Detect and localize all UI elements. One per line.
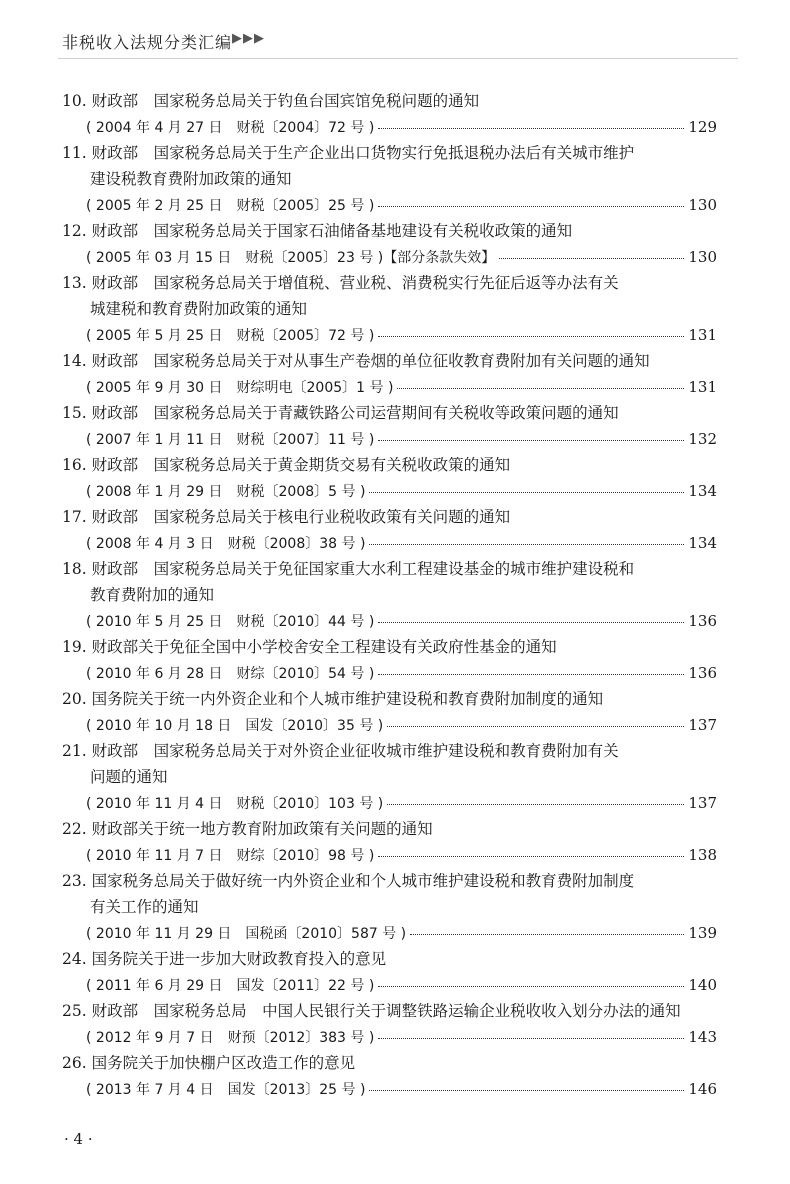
document-reference: ( 2010 年 6 月 28 日 财综〔2010〕54 号 ) [86, 666, 375, 682]
dot-leader [499, 258, 684, 259]
toc-page-number[interactable]: 136 [688, 612, 717, 630]
toc-entry-title: 24. 国务院关于进一步加大财政教育投入的意见 [62, 950, 387, 968]
toc-page-number[interactable]: 131 [688, 378, 717, 396]
page-number: · 4 · [64, 1130, 93, 1148]
toc-entry-reference-line [62, 530, 717, 556]
toc-entry[interactable] [62, 140, 717, 218]
toc-entry-title: 15. 财政部 国家税务总局关于青藏铁路公司运营期间有关税收等政策问题的通知 [62, 404, 619, 422]
document-reference: ( 2010 年 11 月 7 日 财综〔2010〕98 号 ) [86, 848, 375, 864]
toc-entry-title: 14. 财政部 国家税务总局关于对从事生产卷烟的单位征收教育费附加有关问题的通知 [62, 352, 650, 370]
toc-entry[interactable] [62, 504, 717, 556]
dot-leader [378, 206, 684, 207]
toc-entry-title-continued: 教育费附加的通知 [90, 586, 215, 604]
toc-entry-title: 12. 财政部 国家税务总局关于国家石油储备基地建设有关税收政策的通知 [62, 222, 573, 240]
dot-leader [378, 674, 684, 675]
document-reference: ( 2005 年 03 月 15 日 财税〔2005〕23 号 )【部分条款失效】 [86, 250, 496, 266]
dot-leader [378, 986, 684, 987]
toc-entry[interactable] [62, 556, 717, 634]
toc-entry-title: 18. 财政部 国家税务总局关于免征国家重大水利工程建设基金的城市维护建设税和 [62, 560, 635, 578]
document-reference: ( 2008 年 4 月 3 日 财税〔2008〕38 号 ) [86, 536, 366, 552]
toc-entry-reference-line [62, 608, 717, 634]
toc-entry[interactable] [62, 452, 717, 504]
dot-leader [369, 544, 684, 545]
toc-entry-title-continued: 建设税教育费附加政策的通知 [90, 170, 292, 188]
dot-leader [378, 1038, 684, 1039]
toc-page-number[interactable]: 134 [688, 534, 717, 552]
toc-entry[interactable] [62, 1050, 717, 1102]
document-reference: ( 2005 年 9 月 30 日 财综明电〔2005〕1 号 ) [86, 380, 394, 396]
toc-entry-reference-line [62, 114, 717, 140]
triple-arrow-icon: ▶▶▶ [232, 31, 265, 46]
toc-entry-reference-line [62, 1076, 717, 1102]
toc-entry[interactable] [62, 998, 717, 1050]
toc-page-number[interactable]: 143 [688, 1028, 717, 1046]
document-reference: ( 2005 年 5 月 25 日 财税〔2005〕72 号 ) [86, 328, 375, 344]
document-reference: ( 2007 年 1 月 11 日 财税〔2007〕11 号 ) [86, 432, 375, 448]
toc-entry-reference-line [62, 192, 717, 218]
toc-entry-title: 13. 财政部 国家税务总局关于增值税、营业税、消费税实行先征后返等办法有关 [62, 274, 619, 292]
toc-page-number[interactable]: 146 [688, 1080, 717, 1098]
document-reference: ( 2010 年 11 月 29 日 国税函〔2010〕587 号 ) [86, 926, 407, 942]
toc-entry[interactable] [62, 868, 717, 946]
toc-page-number[interactable]: 130 [688, 248, 717, 266]
toc-entry-reference-line [62, 972, 717, 998]
running-header [0, 0, 790, 62]
toc-entry-title: 23. 国家税务总局关于做好统一内外资企业和个人城市维护建设税和教育费附加制度 [62, 872, 635, 890]
document-reference: ( 2008 年 1 月 29 日 财税〔2008〕5 号 ) [86, 484, 366, 500]
toc-entry-reference-line [62, 660, 717, 686]
toc-entry[interactable] [62, 270, 717, 348]
toc-entry-reference-line [62, 322, 717, 348]
document-reference: ( 2004 年 4 月 27 日 财税〔2004〕72 号 ) [86, 120, 375, 136]
toc-entry-reference-line [62, 790, 717, 816]
dot-leader [369, 492, 684, 493]
toc-entry-title: 17. 财政部 国家税务总局关于核电行业税收政策有关问题的通知 [62, 508, 511, 526]
toc-entry[interactable] [62, 634, 717, 686]
toc-entry-reference-line [62, 712, 717, 738]
document-reference: ( 2010 年 10 月 18 日 国发〔2010〕35 号 ) [86, 718, 384, 734]
toc-entry-title: 25. 财政部 国家税务总局 中国人民银行关于调整铁路运输企业税收收入划分办法的通知 [62, 1002, 681, 1020]
toc-entry[interactable] [62, 400, 717, 452]
toc-entry-reference-line [62, 374, 717, 400]
toc-page-number[interactable]: 129 [688, 118, 717, 136]
toc-entry-reference-line [62, 842, 717, 868]
toc-entry[interactable] [62, 946, 717, 998]
toc-entry-title-continued: 城建税和教育费附加政策的通知 [90, 300, 308, 318]
toc-entry-reference-line [62, 244, 717, 270]
toc-entry[interactable] [62, 738, 717, 816]
toc-page-number[interactable]: 130 [688, 196, 717, 214]
toc-entry-title: 21. 财政部 国家税务总局关于对外资企业征收城市维护建设税和教育费附加有关 [62, 742, 619, 760]
toc-page-number[interactable]: 131 [688, 326, 717, 344]
toc-entry[interactable] [62, 816, 717, 868]
toc-page-number[interactable]: 140 [688, 976, 717, 994]
toc-entry-title: 16. 财政部 国家税务总局关于黄金期货交易有关税收政策的通知 [62, 456, 511, 474]
table-of-contents [62, 88, 717, 1102]
toc-page-number[interactable]: 136 [688, 664, 717, 682]
toc-entry-reference-line [62, 1024, 717, 1050]
document-reference: ( 2013 年 7 月 4 日 国发〔2013〕25 号 ) [86, 1082, 366, 1098]
dot-leader [378, 128, 684, 129]
toc-entry-reference-line [62, 920, 717, 946]
toc-entry[interactable] [62, 88, 717, 140]
toc-entry-title: 22. 财政部关于统一地方教育附加政策有关问题的通知 [62, 820, 433, 838]
document-reference: ( 2005 年 2 月 25 日 财税〔2005〕25 号 ) [86, 198, 375, 214]
book-title: 非税收入法规分类汇编 [62, 33, 233, 52]
dot-leader [378, 336, 684, 337]
toc-entry-title: 20. 国务院关于统一内外资企业和个人城市维护建设税和教育费附加制度的通知 [62, 690, 604, 708]
toc-entry-title-continued: 有关工作的通知 [90, 898, 199, 916]
toc-entry-title: 26. 国务院关于加快棚户区改造工作的意见 [62, 1054, 356, 1072]
toc-page-number[interactable]: 137 [688, 716, 717, 734]
toc-entry-title: 11. 财政部 国家税务总局关于生产企业出口货物实行免抵退税办法后有关城市维护 [62, 144, 635, 162]
toc-page-number[interactable]: 139 [688, 924, 717, 942]
toc-page-number[interactable]: 132 [688, 430, 717, 448]
document-reference: ( 2012 年 9 月 7 日 财预〔2012〕383 号 ) [86, 1030, 375, 1046]
dot-leader [387, 804, 684, 805]
toc-entry-title-continued: 问题的通知 [90, 768, 168, 786]
document-reference: ( 2010 年 5 月 25 日 财税〔2010〕44 号 ) [86, 614, 375, 630]
document-reference: ( 2011 年 6 月 29 日 国发〔2011〕22 号 ) [86, 978, 375, 994]
toc-entry-title: 10. 财政部 国家税务总局关于钓鱼台国宾馆免税问题的通知 [62, 92, 480, 110]
dot-leader [378, 856, 684, 857]
header-divider [58, 58, 738, 59]
toc-page-number[interactable]: 138 [688, 846, 717, 864]
toc-entry[interactable] [62, 218, 717, 270]
toc-entry-title: 19. 财政部关于免征全国中小学校舍安全工程建设有关政府性基金的通知 [62, 638, 557, 656]
document-reference: ( 2010 年 11 月 4 日 财税〔2010〕103 号 ) [86, 796, 384, 812]
toc-page-number[interactable]: 137 [688, 794, 717, 812]
dot-leader [387, 726, 684, 727]
toc-page-number[interactable]: 134 [688, 482, 717, 500]
toc-entry[interactable] [62, 348, 717, 400]
dot-leader [410, 934, 684, 935]
toc-entry-reference-line [62, 426, 717, 452]
toc-entry[interactable] [62, 686, 717, 738]
toc-entry-reference-line [62, 478, 717, 504]
dot-leader [397, 388, 684, 389]
dot-leader [378, 440, 684, 441]
dot-leader [378, 622, 684, 623]
dot-leader [369, 1090, 684, 1091]
